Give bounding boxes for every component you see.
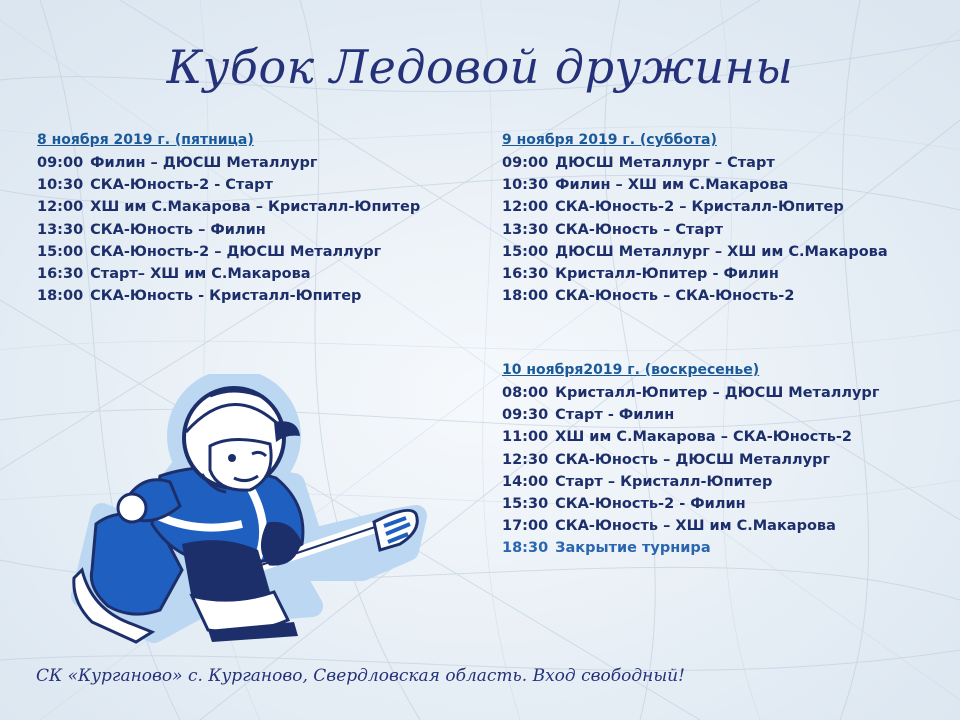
game-time: 12:00 — [502, 199, 549, 216]
game-time: 10:30 — [502, 177, 549, 194]
game-time: 12:00 — [37, 199, 84, 216]
game-match: Старт– ХШ им С.Макарова — [90, 266, 311, 283]
game-match: ДЮСШ Металлург – Старт — [555, 155, 775, 171]
game-match: Закрытие турнира — [555, 540, 711, 557]
game-match: ХШ им С.Макарова – Кристалл-Юпитер — [90, 199, 421, 216]
game-match: Кристалл-Юпитер – ДЮСШ Металлург — [555, 385, 880, 401]
game-match: СКА-Юность – СКА-Юность-2 — [555, 288, 795, 305]
game-time: 18:30 — [502, 540, 549, 557]
game-match: Старт - Филин — [555, 407, 675, 424]
game-time: 12:30 — [502, 451, 549, 468]
game-match: СКА-Юность - Кристалл-Юпитер — [90, 288, 362, 305]
footer-venue: СК «Курганово» с. Курганово, Свердловская область. Вход свободный! — [36, 666, 685, 686]
game-match: СКА-Юность-2 – Кристалл-Юпитер — [555, 199, 844, 216]
game-row — [37, 219, 420, 241]
game-row — [502, 241, 888, 263]
game-time: 11:00 — [502, 429, 549, 446]
game-row — [37, 263, 420, 285]
game-match: СКА-Юность – Старт — [555, 221, 724, 238]
game-row — [37, 285, 420, 307]
game-match: СКА-Юность – Филин — [90, 221, 266, 238]
game-row — [502, 493, 879, 515]
game-time: 14:00 — [502, 473, 549, 490]
game-row — [502, 515, 879, 537]
page-title: Кубок Ледовой дружины — [166, 40, 794, 94]
game-time: 15:00 — [37, 243, 84, 260]
game-time: 09:00 — [37, 155, 84, 171]
game-time: 13:30 — [502, 221, 549, 238]
game-time: 16:30 — [37, 266, 84, 283]
game-time: 18:00 — [502, 288, 549, 305]
game-row — [502, 449, 879, 471]
day-heading: 8 ноября 2019 г. (пятница) — [37, 132, 254, 148]
game-row — [502, 471, 879, 493]
schedule-day-1 — [37, 132, 420, 307]
game-match: Филин – ДЮСШ Металлург — [90, 155, 318, 171]
day-heading: 9 ноября 2019 г. (суббота) — [502, 132, 717, 148]
game-row — [502, 152, 888, 174]
game-row — [502, 263, 888, 285]
game-match: СКА-Юность-2 - Старт — [90, 177, 273, 194]
game-match: СКА-Юность-2 - Филин — [555, 496, 746, 513]
game-time: 18:00 — [37, 288, 84, 305]
game-time: 15:00 — [502, 243, 549, 260]
schedule-day-2 — [502, 132, 888, 307]
game-time: 09:30 — [502, 407, 549, 424]
game-row — [502, 219, 888, 241]
game-row — [502, 196, 888, 218]
game-time: 15:30 — [502, 496, 549, 513]
game-time: 17:00 — [502, 518, 549, 535]
game-time: 16:30 — [502, 266, 549, 283]
game-time: 13:30 — [37, 221, 84, 238]
game-match: СКА-Юность – ДЮСШ Металлург — [555, 451, 831, 468]
game-time: 10:30 — [37, 177, 84, 194]
game-row — [37, 196, 420, 218]
game-row — [502, 174, 888, 196]
game-match: ДЮСШ Металлург – ХШ им С.Макарова — [555, 243, 888, 260]
game-time: 09:00 — [502, 155, 549, 171]
game-row — [502, 404, 879, 426]
game-match: Филин – ХШ им С.Макарова — [555, 177, 789, 194]
game-match: СКА-Юность – ХШ им С.Макарова — [555, 518, 836, 535]
game-row — [502, 382, 879, 404]
game-match: Кристалл-Юпитер - Филин — [555, 266, 779, 283]
game-match: Старт – Кристалл-Юпитер — [555, 473, 773, 490]
day-heading: 10 ноября2019 г. (воскресенье) — [502, 362, 760, 378]
game-row — [502, 537, 879, 559]
hockey-player-mascot-icon — [62, 374, 432, 654]
game-row — [37, 241, 420, 263]
game-match: ХШ им С.Макарова – СКА-Юность-2 — [555, 429, 853, 446]
game-row — [502, 285, 888, 307]
game-row — [37, 152, 420, 174]
game-row — [502, 426, 879, 448]
schedule-day-3 — [502, 362, 879, 560]
game-time: 08:00 — [502, 385, 549, 401]
game-match: СКА-Юность-2 – ДЮСШ Металлург — [90, 243, 382, 260]
game-row — [37, 174, 420, 196]
